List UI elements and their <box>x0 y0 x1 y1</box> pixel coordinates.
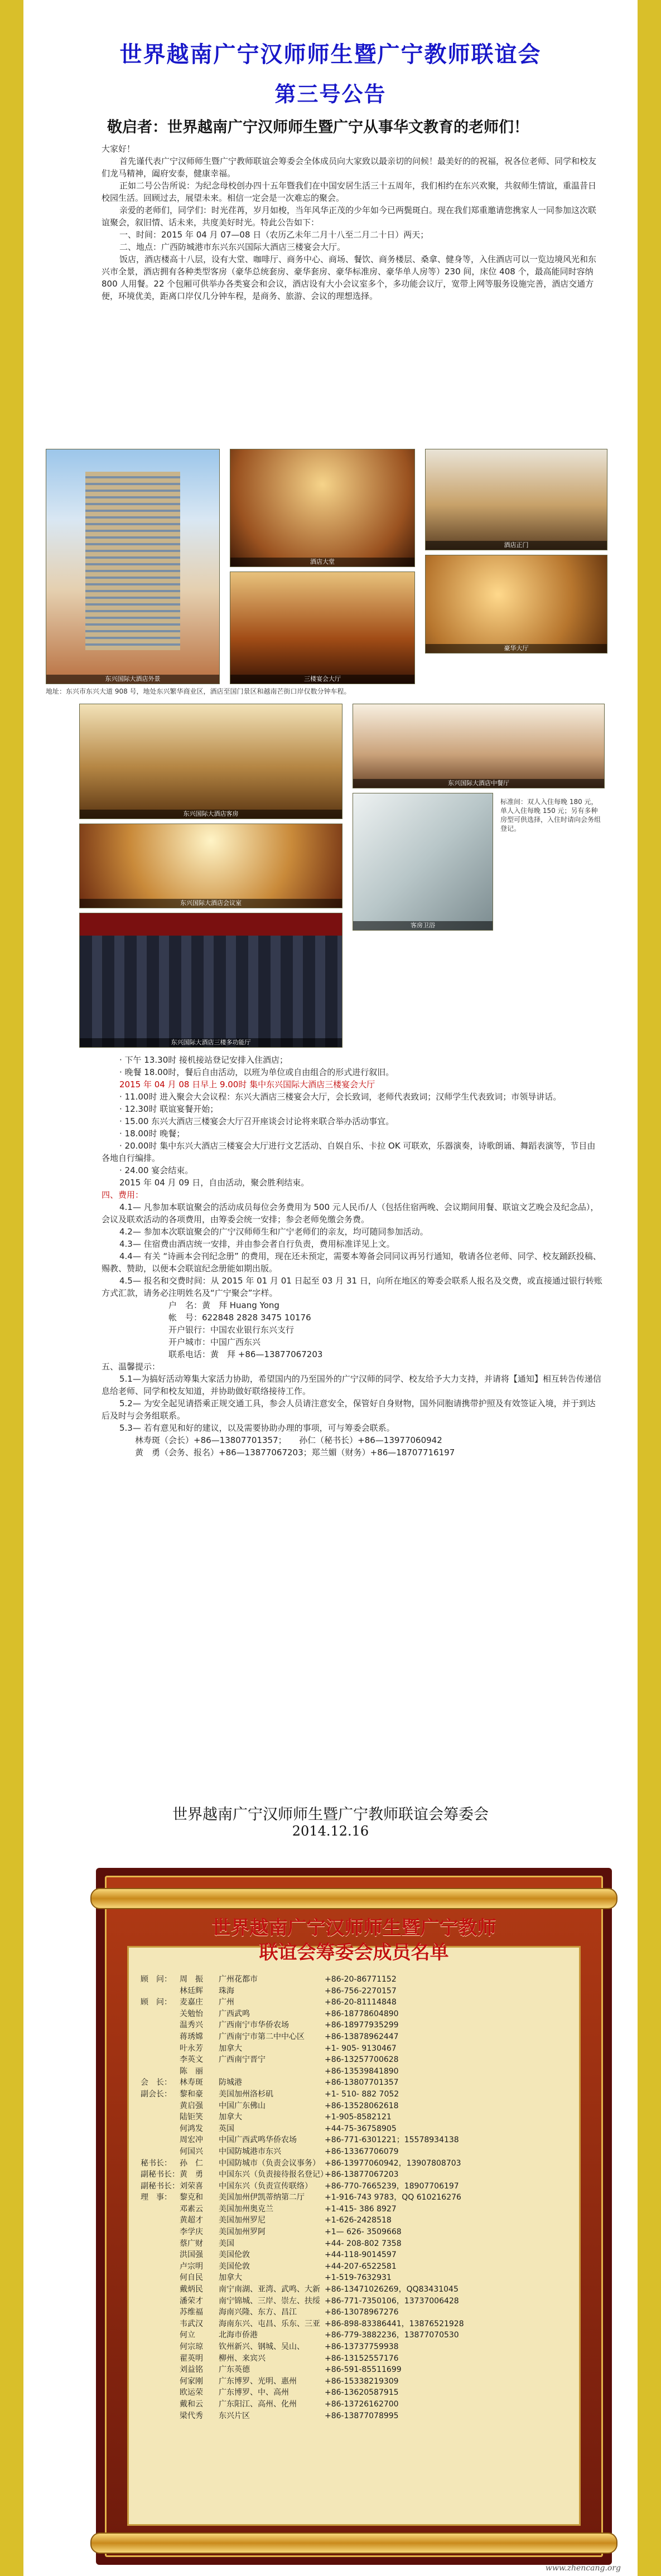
member-phone: +1- 510- 882 7052 <box>325 2089 399 2099</box>
member-city: 美国加州罗阿 <box>219 2228 266 2237</box>
member-row <box>141 2341 570 2353</box>
member-row <box>141 2296 570 2307</box>
contact-line: 黄 勇（会务、报名）+86—13877067203；郑兰媚（财务）+86—18707716197 <box>135 1447 455 1458</box>
member-phone: +86-13737759938 <box>325 2342 399 2351</box>
member-phone: +44-75-36758905 <box>325 2124 397 2133</box>
member-city: 广东博罗、光明、惠州 <box>219 2376 297 2386</box>
fee-item: 4.4— 有关 “诗画本会刊纪念册” 的费用，现在还未预定，需要本筹备会同同议再另行通知，敬请各位老师、同学、校友踊跃投稿、赐教、赞助，以便本会联谊纪念册能如期出版。 <box>102 1251 601 1274</box>
member-row <box>141 2054 570 2066</box>
member-city: 美国加州伊凯蒂纳第二厅 <box>219 2193 305 2202</box>
member-city: 南宁南湖、亚湾、武鸣、大新 <box>219 2285 320 2294</box>
member-city: 广州花都市 <box>219 1975 258 1984</box>
scroll-rod-bottom <box>90 2533 617 2554</box>
member-role <box>141 2134 180 2146</box>
member-role: 副秘书长： <box>141 2170 180 2180</box>
member-row <box>141 2031 570 2043</box>
member-city: 美国 <box>219 2239 234 2248</box>
schedule-item: · 晚餐 18.00时，餐后自由活动，以班为单位或自由组合的形式进行叙旧。 <box>119 1067 394 1077</box>
schedule-item: 2015 年 04 月 09 日，自由活动，聚会胜利结束。 <box>119 1178 310 1188</box>
member-phone: +44-207-6522581 <box>325 2262 397 2271</box>
member-name: 周宏冲 <box>180 2136 203 2145</box>
member-row <box>141 2330 570 2341</box>
member-row <box>141 1986 570 1997</box>
member-row <box>141 2181 570 2192</box>
member-phone: +86-13807701357 <box>325 2078 399 2088</box>
member-city: 北海市侨港 <box>219 2331 258 2340</box>
member-row <box>141 2238 570 2250</box>
member-row <box>141 2158 570 2170</box>
photo-caption: 东兴国际大酒店外景 <box>46 675 219 684</box>
member-phone: +86-13257700628 <box>325 2055 399 2065</box>
member-phone: +1- 905- 9130467 <box>325 2044 397 2053</box>
schedule-item: · 24.00 宴会结束。 <box>119 1165 194 1175</box>
member-name: 黄超才 <box>180 2216 203 2225</box>
banquet-hall-photo <box>230 572 415 684</box>
member-role <box>141 2020 180 2031</box>
member-role <box>141 2318 180 2330</box>
scroll-rod-top <box>90 1888 617 1909</box>
member-row <box>141 1974 570 1986</box>
member-role: 顾 问： <box>141 1998 172 2007</box>
bank-city: 开户城市：中国广西东兴 <box>168 1337 261 1347</box>
member-name: 李学庆 <box>180 2228 203 2237</box>
member-role: 顾 问： <box>141 1975 172 1984</box>
time-line: 一、时间：2015 年 04 月 07—08 日（农历乙未年二月十八至二月二十日）两天； <box>119 230 429 240</box>
announcement-page <box>23 0 638 2576</box>
member-name: 黄 勇 <box>180 2170 203 2180</box>
stage-banner <box>80 913 342 936</box>
member-role <box>141 2341 180 2353</box>
room-photo <box>79 704 342 819</box>
member-name: 温秀兴 <box>180 2021 203 2030</box>
member-name: 陈 丽 <box>180 2066 203 2076</box>
member-row <box>141 2249 570 2261</box>
member-phone: +86-13471026269，QQ83431045 <box>325 2285 459 2294</box>
member-name: 卢宗明 <box>180 2262 203 2271</box>
member-row <box>141 2204 570 2215</box>
member-phone: +86-13877067203 <box>325 2170 399 2180</box>
member-city: 广西南宁市第二中中心区 <box>219 2032 305 2041</box>
member-row <box>141 1997 570 2008</box>
bank-contact: 联系电话：黄 拜 +86—13877067203 <box>168 1349 323 1359</box>
member-row <box>141 2020 570 2031</box>
member-row <box>141 2318 570 2330</box>
member-city: 广东英德 <box>219 2365 250 2375</box>
member-city: 英国 <box>219 2124 234 2133</box>
fee-item: 4.2— 参加本次联谊聚会的广宁汉师师生和广宁老师们的亲友，均可随同参加活动。 <box>119 1227 428 1237</box>
member-city: 海南东兴、屯昌、乐东、三亚 <box>219 2319 320 2328</box>
member-role <box>141 2112 180 2123</box>
member-row <box>141 2100 570 2112</box>
member-name: 韦武汉 <box>180 2319 203 2328</box>
member-phone: +86-18778604890 <box>325 2009 399 2018</box>
member-name: 孙 仁 <box>180 2158 203 2168</box>
member-name: 李英文 <box>180 2055 203 2065</box>
member-phone: +86-898-83386441，13876521928 <box>325 2319 464 2328</box>
member-city: 美国加州奥克兰 <box>219 2204 273 2214</box>
member-name: 邓素云 <box>180 2204 203 2214</box>
member-role <box>141 2066 180 2078</box>
member-city: 中国防城港市东兴 <box>219 2147 281 2156</box>
member-role <box>141 2226 180 2238</box>
schedule-item: · 12.30时 联谊宴餐开始； <box>119 1104 219 1114</box>
member-phone: +86-771-6301221；15578934138 <box>325 2136 459 2145</box>
member-name: 何自民 <box>180 2273 203 2283</box>
member-row <box>141 2284 570 2296</box>
member-name: 刘荣喜 <box>180 2181 203 2191</box>
bathroom-photo <box>353 793 493 931</box>
member-role <box>141 2272 180 2284</box>
member-name: 黎克和 <box>180 2193 203 2202</box>
scroll-heading-line: 世界越南广宁汉师师生暨广宁教师 <box>211 1917 496 1939</box>
member-row <box>141 2353 570 2365</box>
photo-caption: 东兴国际大酒店客房 <box>80 810 342 819</box>
member-name: 戴炳民 <box>180 2285 203 2294</box>
member-phone: +86-13078967276 <box>325 2308 399 2317</box>
member-city: 广东阳江、高州、化州 <box>219 2399 297 2409</box>
member-name: 何国兴 <box>180 2147 203 2156</box>
member-phone: +86-591-85511699 <box>325 2365 402 2375</box>
fee-item: 4.1— 凡参加本联谊聚会的活动成员每位会务费用为 500 元人民币/人（包括住宿两晚、会议期间用餐、联谊文艺晚会及纪念品），会议及联欢活动的各项费用，由筹委会统一安排；参会老师免缴会务费。 <box>102 1202 599 1224</box>
member-role <box>141 2364 180 2376</box>
member-name: 黄启强 <box>180 2101 203 2110</box>
member-phone: +1-905-8582121 <box>325 2113 392 2122</box>
scroll-heading-line: 联谊会筹委会成员名单 <box>259 1941 449 1964</box>
member-name: 洪国强 <box>180 2250 203 2260</box>
member-role <box>141 2008 180 2020</box>
member-city: 中国东兴（负责宣传联络） <box>219 2181 312 2191</box>
watermark: www.zhencang.org <box>545 2564 621 2573</box>
member-row <box>141 2410 570 2422</box>
room-note: 标准间：双人入住每晚 180 元，单人入住每晚 150 元；另有多种房型可供选择，入住时请向会务组登记。 <box>500 798 601 832</box>
member-name: 林廷辉 <box>180 1986 203 1996</box>
hotel-exterior-photo <box>46 449 220 684</box>
schedule-section <box>102 1054 604 1459</box>
member-role: 副会长： <box>141 2089 172 2099</box>
schedule-date: 2015 年 04 月 08 日早上 9.00时 集中东兴国际大酒店三楼宴会大厅 <box>119 1079 375 1090</box>
member-row <box>141 2066 570 2078</box>
member-phone: +86-13877078995 <box>325 2411 399 2420</box>
member-role <box>141 2261 180 2273</box>
member-name: 陆钜笑 <box>180 2113 203 2122</box>
intro-paragraph: 亲爱的老师们，同学们：时光荏苒，岁月如梭，当年风华正茂的少年如今已两鬓斑白。现在我们郑重邀请您携家人一同参加这次联谊聚会，叙旧情、话未来，共度美好时光。特此公告如下： <box>102 205 597 227</box>
member-role <box>141 2031 180 2043</box>
member-row <box>141 2123 570 2135</box>
member-role <box>141 2353 180 2365</box>
member-role <box>141 2043 180 2055</box>
hall-photo <box>425 555 607 653</box>
member-row <box>141 2364 570 2376</box>
member-row <box>141 2215 570 2226</box>
member-role: 副秘书长： <box>141 2181 180 2191</box>
member-phone: +86-13152557176 <box>325 2354 399 2363</box>
photo-caption: 东兴国际大酒店中餐厅 <box>353 779 604 788</box>
member-role: 会 长： <box>141 2078 172 2088</box>
entrance-photo <box>425 449 607 550</box>
member-name: 刘益铭 <box>180 2365 203 2375</box>
member-city: 中国防城市（负责会议事务） <box>219 2158 320 2168</box>
member-role <box>141 2123 180 2135</box>
member-city: 美国伦敦 <box>219 2250 250 2260</box>
member-list-scroll <box>96 1868 612 2565</box>
member-name: 麦嘉庄 <box>180 1998 203 2007</box>
member-city: 东兴片区 <box>219 2411 250 2420</box>
member-name: 欧运荣 <box>180 2388 203 2398</box>
signature-date: 2014.12.16 <box>292 1823 369 1839</box>
member-row <box>141 2387 570 2399</box>
member-list <box>141 1974 570 2422</box>
member-phone: +86-13977060942，13907808703 <box>325 2158 461 2168</box>
member-row <box>141 2307 570 2318</box>
function-hall-photo <box>79 913 342 1048</box>
member-name: 黎和豪 <box>180 2089 203 2099</box>
fee-item: 4.3— 住宿费由酒店统一安排，并由参会者自行负责，费用标准详见上文。 <box>119 1239 395 1249</box>
meeting-room-photo <box>79 824 342 908</box>
signature-org: 世界越南广宁汉师师生暨广宁教师联谊会筹委会 <box>172 1806 489 1823</box>
notes-heading: 五、温馨提示： <box>102 1362 161 1372</box>
place-line: 二、地点：广西防城港市东兴东兴国际大酒店三楼宴会大厅。 <box>119 242 346 252</box>
photo-caption: 东兴国际大酒店会议室 <box>80 899 342 908</box>
member-phone: +86-771-7350106，13737006428 <box>325 2296 459 2306</box>
member-name: 蒋琇嫦 <box>180 2032 203 2041</box>
member-name: 戴和云 <box>180 2399 203 2409</box>
lobby-photo <box>230 449 415 567</box>
member-city: 美国加州罗尼 <box>219 2216 266 2225</box>
member-role <box>141 2296 180 2307</box>
member-role <box>141 2410 180 2422</box>
note-item: 5.3— 若有意见和好的建议，以及需要协助办理的事项，可与筹委会联系。 <box>119 1423 395 1433</box>
member-name: 苏维福 <box>180 2308 203 2317</box>
member-city: 钦州新兴、钢城、吴山、 <box>219 2342 305 2351</box>
member-phone: +86-20-81114848 <box>325 1998 397 2007</box>
member-role: 秘书长： <box>141 2158 172 2168</box>
schedule-item: · 20.00时 集中东兴大酒店三楼宴会大厅进行文艺活动、自娱自乐、卡拉 OK 可联欢，乐器演奏，诗歌朗诵、舞蹈表演等，节目由各地自行编排。 <box>102 1141 596 1163</box>
member-row <box>141 2146 570 2158</box>
member-city: 珠海 <box>219 1986 234 1996</box>
photo-caption: 酒店正门 <box>426 541 607 550</box>
member-name: 何家刚 <box>180 2376 203 2386</box>
schedule-item: · 下午 13.30时 接机接站登记安排入住酒店； <box>119 1055 288 1065</box>
member-city: 广西南宁晋宁 <box>219 2055 266 2065</box>
member-phone: +86-756-2270157 <box>325 1986 397 1996</box>
photo-caption: 酒店大堂 <box>230 558 414 566</box>
member-phone: +86-770-7665239，18907706197 <box>325 2181 459 2191</box>
member-role <box>141 2249 180 2261</box>
member-phone: +86-13726162700 <box>325 2399 399 2409</box>
member-row <box>141 2169 570 2181</box>
intro-paragraph: 首先谨代表广宁汉师师生暨广宁教师联谊会筹委会全体成员向大家致以最亲切的问候！最美好的的祝福，祝各位老师、同学和校友们龙马精神，阖府安泰，健康幸福。 <box>102 156 597 178</box>
member-phone: +1-519-7632931 <box>325 2273 392 2283</box>
member-phone: +86-20-86771152 <box>325 1975 397 1984</box>
member-city: 加拿大 <box>219 2113 242 2122</box>
member-phone: +1-415- 386 8927 <box>325 2204 397 2214</box>
note-item: 5.1—为搞好活动筹集大家活力协助，希望国内的乃至国外的广宁汉师的同学、校友给予大力支持，并请将【通知】相互转告传递信息给老师、同学和校友知道，并协助做好联络接待工作。 <box>102 1374 601 1396</box>
member-role <box>141 2387 180 2399</box>
member-name: 翟英明 <box>180 2354 203 2363</box>
member-phone: +86-13878962447 <box>325 2032 399 2041</box>
member-row <box>141 2112 570 2123</box>
schedule-item: · 11.00时 进入聚会大会议程：东兴大酒店三楼宴会大厅，会长致词，老师代表致词；汉师学生代表致词；市领导讲话。 <box>119 1092 562 1102</box>
building-shape <box>85 472 180 650</box>
member-phone: +86-13367706079 <box>325 2147 399 2156</box>
salutation: 敬启者：世界越南广宁汉师师生暨广宁从事华文教育的老师们！ <box>107 119 529 136</box>
member-name: 潘荣才 <box>180 2296 203 2306</box>
scroll-heading <box>118 1916 590 1965</box>
member-city: 南宁锦城、三岸、崇左、扶绥 <box>219 2296 320 2306</box>
member-city: 美国伦敦 <box>219 2262 250 2271</box>
intro-paragraph: 正如二号公告所说：为纪念母校创办四十五年暨我们在中国安居生活三十五周年，我们相约在东兴欢聚，共叙师生情谊，重温昔日校园生活。回顾过去，展望未来。相信一定会是一次难忘的聚会。 <box>102 181 597 203</box>
member-phone: +86-13528062618 <box>325 2101 399 2110</box>
member-name: 叶永芳 <box>180 2044 203 2053</box>
member-city: 柳州、来宾兴 <box>219 2354 266 2363</box>
schedule-item: · 18.00时 晚餐； <box>119 1129 185 1139</box>
member-city: 海南兴隆、东方、昌江 <box>219 2308 297 2317</box>
member-role <box>141 2330 180 2341</box>
page-title: 世界越南广宁汉师师生暨广宁教师联谊会 <box>119 42 542 67</box>
page-subtitle: 第三号公告 <box>274 82 387 106</box>
member-role <box>141 2307 180 2318</box>
member-role <box>141 2215 180 2226</box>
member-role <box>141 2376 180 2388</box>
member-name: 蔡广财 <box>180 2239 203 2248</box>
bank-account: 帐 号：622848 2828 3475 10176 <box>168 1313 311 1323</box>
member-phone: +86-13539841890 <box>325 2066 399 2076</box>
intro-text <box>102 143 604 302</box>
fee-item: 4.5— 报名和交费时间：从 2015 年 01 月 01 日起至 03 月 31 日，向所在地区的筹委会联系人报名及交费，或直接通过银行转账方式汇款，请务必注明姓名及“广宁聚会”字样。 <box>102 1276 602 1298</box>
member-role <box>141 2054 180 2066</box>
member-city: 加拿大 <box>219 2044 242 2053</box>
fees-heading: 四、费用： <box>102 1190 144 1200</box>
member-row <box>141 2226 570 2238</box>
member-city: 防城港 <box>219 2078 242 2088</box>
member-row <box>141 2261 570 2273</box>
member-name: 林寿斑 <box>180 2078 203 2088</box>
member-row <box>141 2089 570 2100</box>
photo-caption: 客房卫浴 <box>353 921 493 930</box>
schedule-item: · 15.00 东兴大酒店三楼宴会大厅召开座谈会讨论将来联合举办活动事宜。 <box>119 1116 394 1126</box>
bank-name: 户 名：黄 拜 Huang Yong <box>168 1300 279 1310</box>
restaurant-photo <box>353 704 605 788</box>
member-name: 周 振 <box>180 1975 203 1984</box>
member-name: 何立 <box>180 2331 195 2340</box>
member-row <box>141 2192 570 2204</box>
member-row <box>141 2399 570 2410</box>
member-city: 美国加州洛杉矶 <box>219 2089 273 2099</box>
greeting: 大家好！ <box>102 144 136 154</box>
member-row <box>141 2134 570 2146</box>
member-name: 梁代秀 <box>180 2411 203 2420</box>
note-item: 5.2— 为安全起见请搭乘正规交通工具，参会人员请注意安全，保管好自身财物，国外同胞请携带护照及有效签证入境，并于到达后及时与会务组联系。 <box>102 1398 596 1421</box>
member-row <box>141 2043 570 2055</box>
member-role <box>141 1986 180 1997</box>
hotel-address: 地址：东兴市东兴大道 908 号，地处东兴繁华商业区，酒店至国门景区和越南芒街口岸仅数分钟车程。 <box>46 687 351 695</box>
photo-caption: 东兴国际大酒店三楼多功能厅 <box>80 1038 342 1047</box>
member-role <box>141 2204 180 2215</box>
member-city: 中国东兴（负责接待报名登记） <box>219 2170 328 2180</box>
member-name: 何鸿发 <box>180 2124 203 2133</box>
member-role <box>141 2146 180 2158</box>
member-row <box>141 2077 570 2089</box>
member-role <box>141 2100 180 2112</box>
member-phone: +86-15338219309 <box>325 2376 399 2386</box>
member-city: 广西南宁市华侨农场 <box>219 2021 289 2030</box>
member-city: 中国广西武鸣华侨农场 <box>219 2136 297 2145</box>
member-phone: +44-118-9014597 <box>325 2250 397 2260</box>
member-name: 何宗琼 <box>180 2342 203 2351</box>
member-role <box>141 2284 180 2296</box>
member-row <box>141 2272 570 2284</box>
member-city <box>219 2066 325 2078</box>
member-phone: +86-779-3882236，13877070530 <box>325 2331 459 2340</box>
member-phone: +1-626-2428518 <box>325 2216 392 2225</box>
member-row <box>141 2008 570 2020</box>
member-city: 广州 <box>219 1998 234 2007</box>
member-row <box>141 2376 570 2388</box>
member-role <box>141 2399 180 2410</box>
contact-line: 林寿斑（会长）+86—13807701357； 孙仁（秘书长）+86—13977060942 <box>135 1435 442 1445</box>
bank-branch: 开户银行：中国农业银行东兴支行 <box>168 1325 295 1335</box>
member-phone: +1— 626- 3509668 <box>325 2228 402 2237</box>
photo-caption: 豪华大厅 <box>426 644 607 653</box>
member-city: 广东博罗、中、高州 <box>219 2388 289 2398</box>
member-city: 加拿大 <box>219 2273 242 2283</box>
member-role: 理 事： <box>141 2193 172 2202</box>
hotel-description: 饭店，酒店楼高十八层，设有大堂、咖啡厅、商务中心、商场、餐饮、商务楼层、桑拿、健身等，入住酒店可以一览边境风光和东兴市全景，酒店拥有各种类型客房（豪华总统套房、豪华套房、豪华标准房、豪华单人房等）230 间，床位 408 个，最高能同时容纳 800 人用餐。22 个包厢可供举办各类宴会和会议，酒店设有大小会议室多个，多功能会议厅，宽带上网等服务设施完善，酒店交通方便，环境优美，距离口岸仅几分钟车程，是商务、旅游、会议的理想选择。 <box>102 254 597 301</box>
member-city: 广西武鸣 <box>219 2009 250 2018</box>
member-role <box>141 2238 180 2250</box>
member-phone: +1-916-743 9783，QQ 610216276 <box>325 2193 461 2202</box>
member-phone: +86-18977935299 <box>325 2021 399 2030</box>
member-phone: +44- 208-802 7358 <box>325 2239 402 2248</box>
member-city: 中国广东佛山 <box>219 2101 266 2110</box>
member-name: 关勉怡 <box>180 2009 203 2018</box>
photo-caption: 三楼宴会大厅 <box>230 675 414 684</box>
member-phone: +86-13620587915 <box>325 2388 399 2398</box>
